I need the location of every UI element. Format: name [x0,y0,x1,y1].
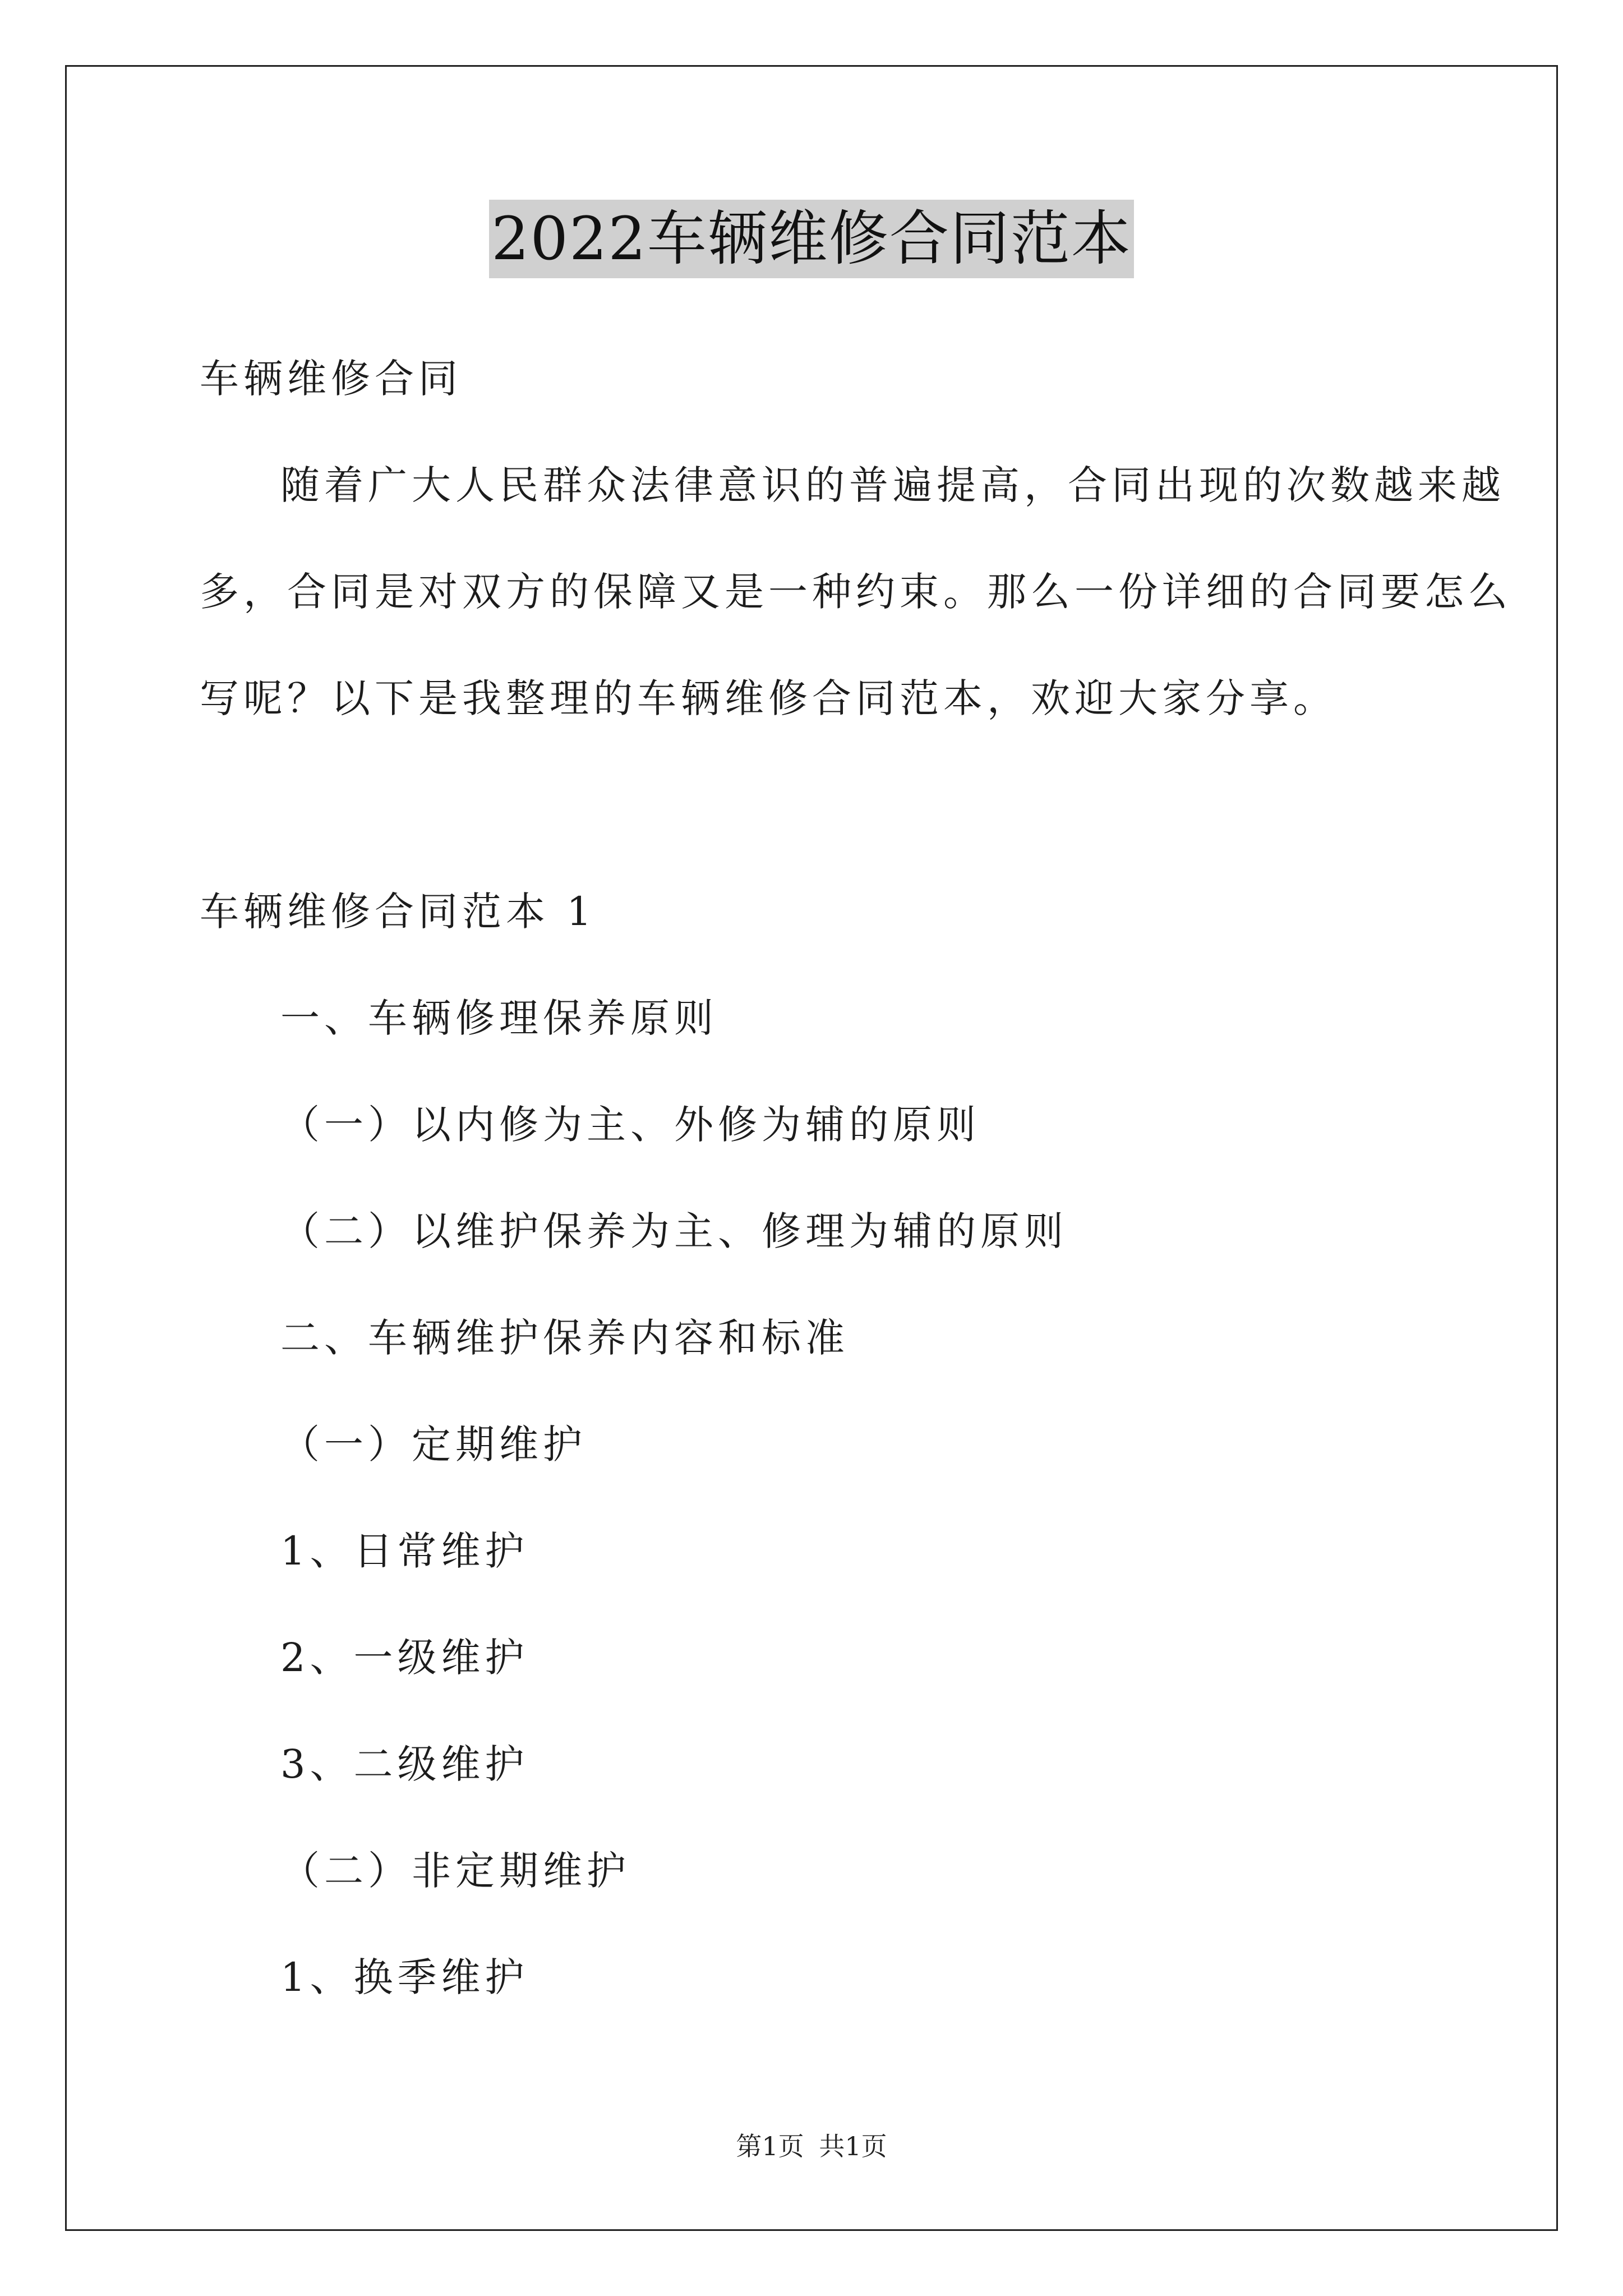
item-5: （一）定期维护 [280,1421,587,1467]
item-9: （二）非定期维护 [280,1848,630,1894]
item-3: （二）以维护保养为主、修理为辅的原则 [280,1208,1068,1254]
page-total: 共1页 [819,2131,887,2161]
page-number: 第1页 [736,2131,804,2161]
document-title: 2022车辆维修合同范本 [489,200,1134,278]
item-7: 2、一级维护 [280,1635,529,1681]
item-1: 一、车辆修理保养原则 [280,995,718,1041]
intro-line-3: 写呢？以下是我整理的车辆维修合同范本，欢迎大家分享。 [200,675,1337,721]
item-2: （一）以内修为主、外修为辅的原则 [280,1102,980,1148]
item-6: 1、日常维护 [280,1528,529,1574]
item-8: 3、二级维护 [280,1741,529,1787]
section-title: 车辆维修合同范本 1 [200,889,596,935]
page-footer [0,2129,1623,2163]
item-10: 1、换季维护 [280,1954,529,2000]
item-4: 二、车辆维护保养内容和标准 [280,1315,849,1361]
intro-line-1: 随着广大人民群众法律意识的普遍提高，合同出现的次数越来越 [280,462,1505,508]
intro-line-2: 多，合同是对双方的保障又是一种约束。那么一份详细的合同要怎么 [200,569,1512,615]
title-container [0,200,1623,278]
document-subtitle: 车辆维修合同 [200,356,462,402]
